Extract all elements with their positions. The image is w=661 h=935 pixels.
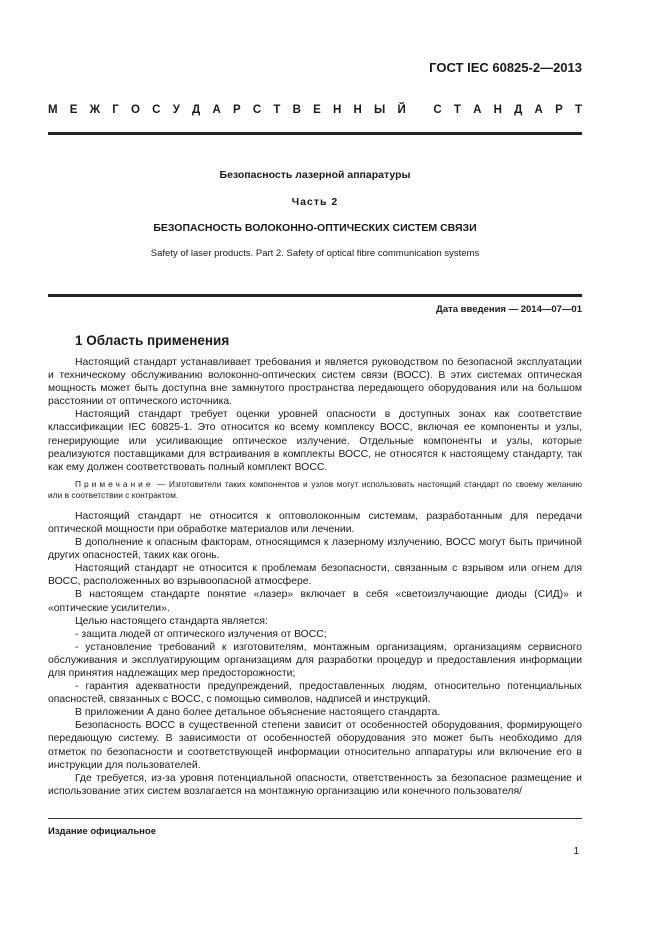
- standard-type-letter: С: [252, 104, 262, 116]
- standard-type-letter: У: [172, 104, 180, 116]
- title-part: Часть 2: [291, 196, 339, 208]
- standard-type-letter: Ж: [89, 104, 101, 116]
- standard-type-letter: Н: [332, 104, 342, 116]
- title-english: Safety of laser products. Part 2. Safety of optical fibre communication systems: [150, 248, 480, 259]
- standard-type-letter: Е: [313, 104, 321, 116]
- standard-type-letter: А: [212, 104, 221, 116]
- standard-type-letter: Н: [493, 104, 502, 116]
- standard-type-letter: Т: [574, 104, 582, 116]
- note-text: — Изготовители таких компонентов и узлов могут использовать настоящий стандарт по своему желанию или в соответствии с контрактом.: [48, 478, 582, 501]
- note: [48, 479, 582, 502]
- paragraph: В настоящем стандарте понятие «лазер» включает в себя «светоизлучающие диоды (СИД)» и «оптические усилители».: [48, 589, 582, 614]
- standard-type-letter: В: [292, 104, 301, 116]
- standard-type-letter: Т: [273, 104, 281, 116]
- document-code: ГОСТ IEC 60825-2—2013: [429, 60, 582, 75]
- paragraph: Настоящий стандарт не относится к проблемам безопасности, связанным с взрывом или огнем для ВОСС, расположенных во взрывоопасной атмосфере.: [48, 563, 582, 588]
- paragraph: Целью настоящего стандарта является:: [75, 615, 268, 627]
- standard-type-letter: Г: [112, 104, 119, 116]
- standard-type-letter: А: [534, 104, 543, 116]
- title-main: БЕЗОПАСНОСТЬ ВОЛОКОННО-ОПТИЧЕСКИХ СИСТЕМ СВЯЗИ: [153, 222, 477, 234]
- list-item: - защита людей от оптического излучения от ВОСС;: [75, 628, 327, 640]
- standard-type-letter: А: [473, 104, 482, 116]
- standard-type-letter: [418, 104, 421, 116]
- standard-type-letter: Н: [353, 104, 362, 116]
- section-heading: 1 Область применения: [75, 333, 230, 348]
- title-general: Безопасность лазерной аппаратуры: [219, 169, 411, 181]
- standard-type-letter: О: [131, 104, 140, 116]
- standard-type-letter: Й: [397, 104, 406, 116]
- title-bottom-rule: [48, 294, 582, 297]
- list-item: - установление требований к изготовителям, монтажным организациям, организациям сервисного обслуживания и эксплуатирующим организациям для разработки процедур и предоставления информации для принятия надлежащих мер предосторожности;: [48, 641, 582, 679]
- paragraph: Настоящий стандарт требует оценки уровней опасности в доступных зонах как соответствие классификации IEC 60825-1. Это относится ко всему комплексу ВОСС, включая ее компоненты и узлы, генерирующие или усиливающие оптическое излучение. Отдельные компоненты и узлы, которые реализуются поставщиками для встраивания в комплекты ВОСС, не относятся к настоящему стандарту, так как ему должен соответствовать полный комплект ВОСС.: [48, 409, 582, 473]
- standard-type-letter: Т: [453, 104, 461, 116]
- standard-type-letter: С: [433, 104, 442, 116]
- standard-type-letter: Д: [514, 104, 523, 116]
- standard-type-letter: Р: [555, 104, 563, 116]
- standard-type-letter: Е: [69, 104, 78, 116]
- standard-type-letter: С: [152, 104, 161, 116]
- paragraph: В дополнение к опасным факторам, относящимся к лазерному излучению, ВОСС могут быть причиной других опасностей, таких как огонь.: [48, 537, 582, 562]
- standard-type-letter: М: [48, 104, 58, 116]
- section-body: [48, 356, 582, 798]
- standard-type-letter: Д: [192, 104, 201, 116]
- top-rule: [48, 132, 582, 135]
- paragraph: Где требуется, из-за уровня потенциальной опасности, ответственность за безопасное размещение и использование этих систем возлагается на монтажную организацию или конечного пользователя/: [48, 772, 582, 797]
- footer-rule: [48, 818, 582, 819]
- paragraph: Настоящий стандарт устанавливает требования и является руководством по безопасной эксплуатации и техническому обслуживанию волоконно-оптических систем связи (ВОСС). В этих системах оптическая мощность может быть доступна вне замкнутого пространства передающего оборудования или на большом расстоянии от оптического источника.: [48, 357, 582, 408]
- list-item: - гарантия адекватности предупреждений, предоставленных людям, относительно потенциальных опасностей, связанных с ВОСС, с помощью символов, надписей и инструкций.: [48, 681, 582, 706]
- paragraph: В приложении А дано более детальное объяснение настоящего стандарта.: [75, 707, 441, 719]
- paragraph: Безопасность ВОСС в существенной степени зависит от особенностей оборудования, формирующего передающую систему. В зависимости от особенностей оборудования это может быть необходимо для отметок по безопасности и соответствующей информации относительно аппаратуры или включение его в инструкции для пользователей.: [48, 720, 582, 771]
- paragraph: Настоящий стандарт не относится к оптоволоконным системам, разработанным для передачи оптической мощности при обработке материалов или лечении.: [48, 510, 582, 535]
- edition-label: Издание официальное: [48, 826, 156, 837]
- note-label: Примечание: [75, 478, 154, 489]
- standard-type-line: [48, 104, 582, 116]
- introduction-date: Дата введения — 2014—07—01: [436, 304, 582, 315]
- standard-type-letter: Р: [232, 104, 241, 116]
- standard-type-letter: Ы: [374, 104, 386, 116]
- page-number: 1: [573, 846, 579, 857]
